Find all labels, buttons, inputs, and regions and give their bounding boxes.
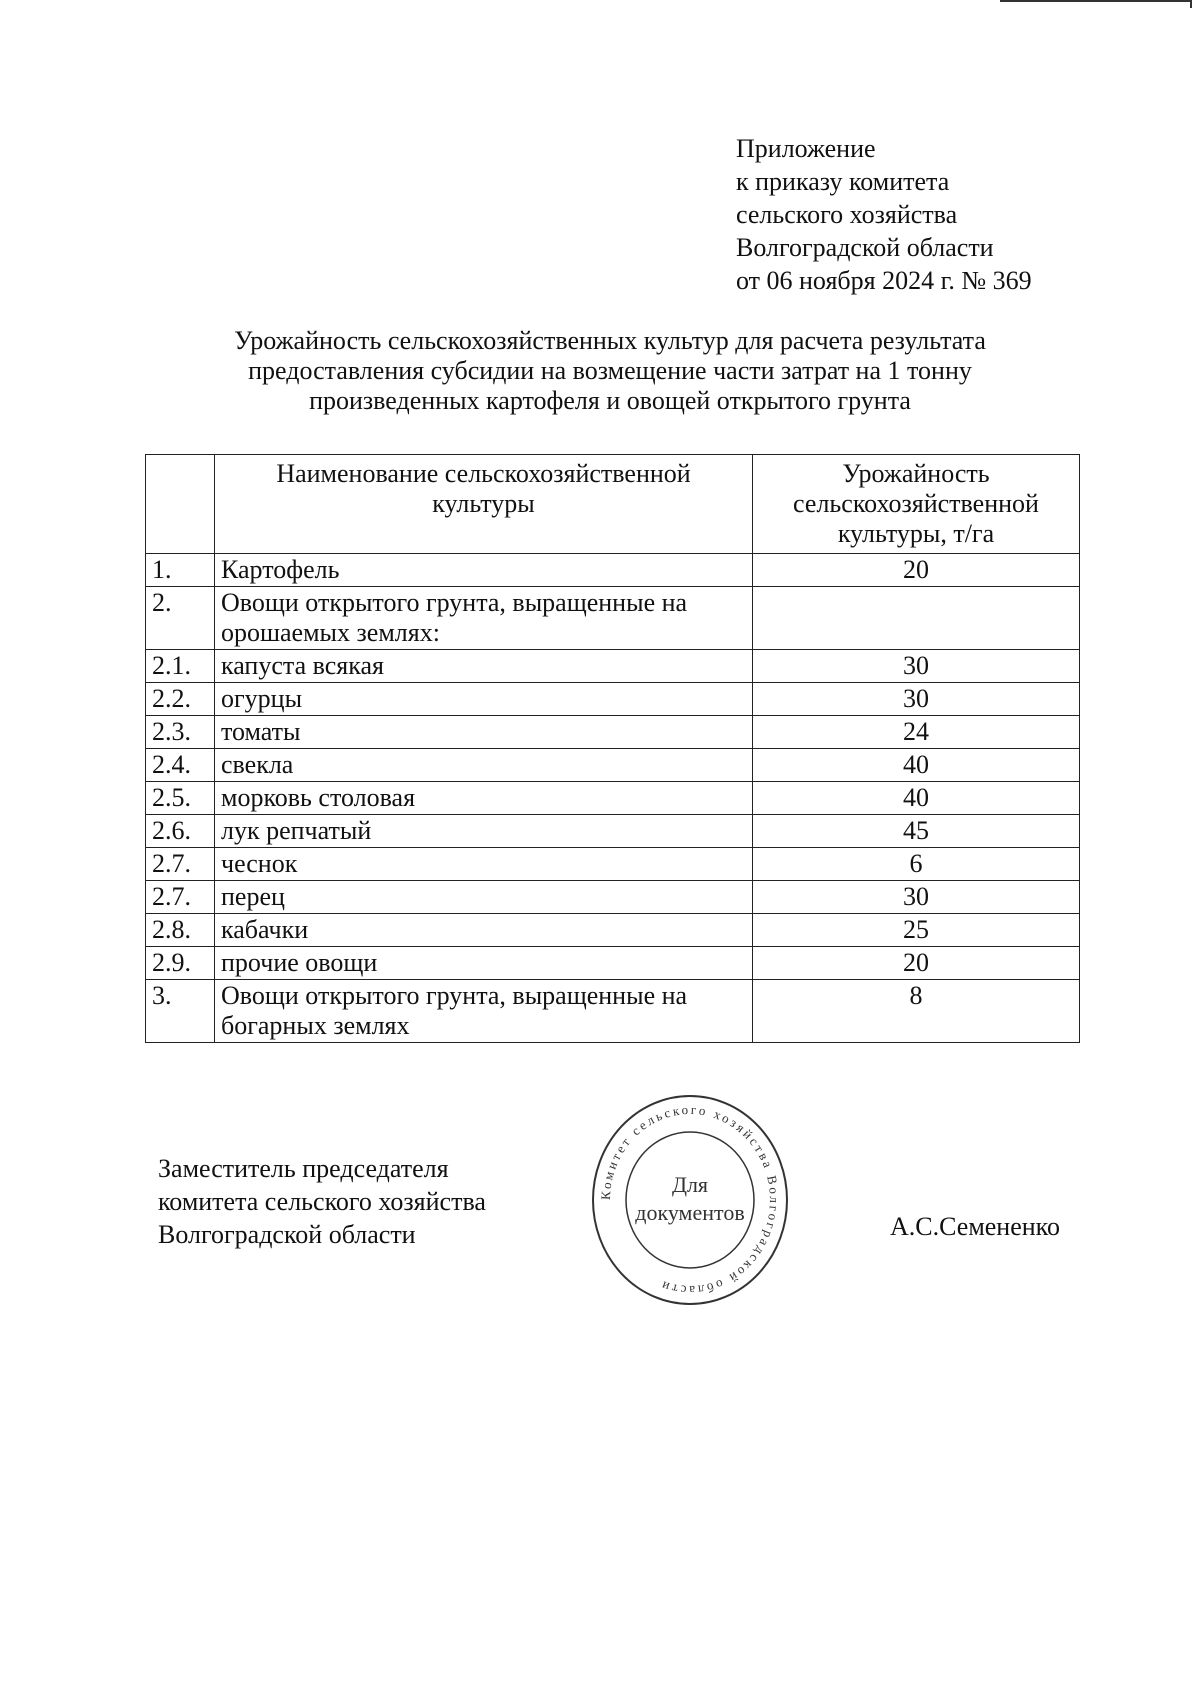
row-num: 2.1.: [146, 650, 215, 683]
row-name: Овощи открытого грунта, выращенные на богарных землях: [215, 980, 753, 1043]
yield-table: [145, 454, 1080, 1043]
row-value: 40: [753, 749, 1080, 782]
table-row: [146, 587, 1080, 650]
document-title: [140, 326, 1080, 416]
row-num: 2.4.: [146, 749, 215, 782]
row-value: 20: [753, 554, 1080, 587]
row-value: 20: [753, 947, 1080, 980]
row-num: 2.3.: [146, 716, 215, 749]
row-name: чеснок: [215, 848, 753, 881]
row-name: перец: [215, 881, 753, 914]
official-stamp: [590, 1092, 790, 1308]
table-row: [146, 947, 1080, 980]
row-num: 2.2.: [146, 683, 215, 716]
row-num: 2.6.: [146, 815, 215, 848]
table-row: [146, 815, 1080, 848]
row-name: томаты: [215, 716, 753, 749]
table-row: [146, 650, 1080, 683]
table-row: [146, 848, 1080, 881]
table-row: [146, 914, 1080, 947]
appendix-line: сельского хозяйства: [736, 200, 958, 229]
signer-name: А.С.Семененко: [890, 1212, 1060, 1241]
row-num: 2.7.: [146, 881, 215, 914]
table-row: [146, 782, 1080, 815]
table-row: [146, 749, 1080, 782]
appendix-line: Волгоградской области: [736, 233, 994, 262]
table-row: [146, 980, 1080, 1043]
signer-position: [158, 1152, 486, 1251]
stamp-center-line1: Для: [671, 1172, 709, 1197]
title-line: предоставления субсидии на возмещение части затрат на 1 тонну: [248, 356, 972, 385]
appendix-line: от 06 ноября 2024 г. № 369: [736, 266, 1032, 295]
row-value: 8: [753, 980, 1080, 1043]
row-num: 1.: [146, 554, 215, 587]
table-row: [146, 881, 1080, 914]
row-name: Овощи открытого грунта, выращенные на орошаемых землях:: [215, 587, 753, 650]
scan-edge-mark: [1000, 0, 1192, 8]
table-row: [146, 716, 1080, 749]
row-num: 2.9.: [146, 947, 215, 980]
row-value: 30: [753, 683, 1080, 716]
appendix-line: к приказу комитета: [736, 167, 950, 196]
row-name: свекла: [215, 749, 753, 782]
row-num: 2.7.: [146, 848, 215, 881]
row-name: прочие овощи: [215, 947, 753, 980]
signer-position-line: Волгоградской области: [158, 1220, 416, 1249]
row-value: 40: [753, 782, 1080, 815]
row-value: 25: [753, 914, 1080, 947]
table-row: [146, 554, 1080, 587]
row-value: 24: [753, 716, 1080, 749]
row-num: 2.8.: [146, 914, 215, 947]
row-num: 3.: [146, 980, 215, 1043]
row-value: 30: [753, 650, 1080, 683]
appendix-line: Приложение: [736, 134, 876, 163]
title-line: Урожайность сельскохозяйственных культур для расчета результата: [234, 326, 986, 355]
row-value: 30: [753, 881, 1080, 914]
stamp-ring-text: Комитет сельского хозяйства Волгоградской области: [597, 1101, 783, 1299]
header-name: Наименование сельскохозяйственной культуры: [215, 455, 753, 554]
row-name: кабачки: [215, 914, 753, 947]
row-num: 2.: [146, 587, 215, 650]
row-name: капуста всякая: [215, 650, 753, 683]
signer-position-line: Заместитель председателя: [158, 1154, 449, 1183]
row-name: морковь столовая: [215, 782, 753, 815]
table-row: [146, 683, 1080, 716]
row-num: 2.5.: [146, 782, 215, 815]
row-name: лук репчатый: [215, 815, 753, 848]
row-value: 45: [753, 815, 1080, 848]
table-header-row: [146, 455, 1080, 554]
row-name: огурцы: [215, 683, 753, 716]
row-name: Картофель: [215, 554, 753, 587]
stamp-center-line2: документов: [635, 1200, 745, 1225]
appendix-block: [736, 132, 1032, 297]
signer-position-line: комитета сельского хозяйства: [158, 1187, 486, 1216]
title-line: произведенных картофеля и овощей открытого грунта: [309, 386, 911, 415]
row-value: 6: [753, 848, 1080, 881]
row-value: [753, 587, 1080, 650]
header-num: [146, 455, 215, 554]
header-value: Урожайность сельскохозяйственной культуры, т/га: [753, 455, 1080, 554]
